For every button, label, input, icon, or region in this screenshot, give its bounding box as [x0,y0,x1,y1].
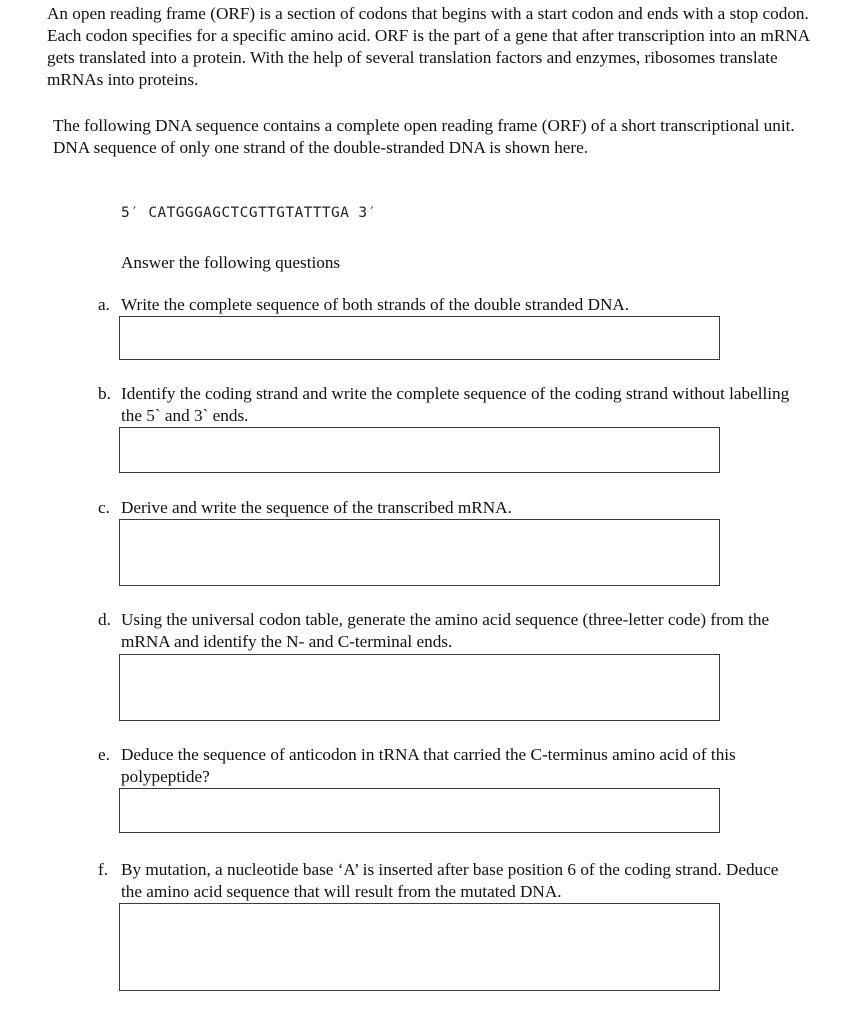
question-text: Deduce the sequence of anticodon in tRNA that carried the C-terminus amino acid of this polypeptide? [121,745,736,786]
question-text: Write the complete sequence of both strands of the double stranded DNA. [121,295,630,314]
question-b [98,383,798,427]
question-text: Using the universal codon table, generate the amino acid sequence (three-letter code) from the mRNA and identify the N- and C-terminal ends. [121,610,770,651]
question-c [98,497,798,519]
answer-box-f[interactable] [119,903,720,991]
instruction-text: Answer the following questions [121,253,341,272]
question-a [98,294,798,316]
question-f [98,859,798,903]
intro-paragraph: An open reading frame (ORF) is a section of codons that begins with a start codon and ends with a stop codon. Each codon specifies for a specific amino acid. ORF is the part of a gene that after transcription into an mRNA gets translated into a protein. With the help of several translation factors and enzymes, ribosomes translate mRNAs into proteins. [47,4,810,89]
answer-box-e[interactable] [119,788,720,833]
question-text: By mutation, a nucleotide base ‘A’ is inserted after base position 6 of the coding strand. Deduce the amino acid sequence that will result from the mutated DNA. [121,860,779,901]
answer-box-b[interactable] [119,427,720,473]
question-e [98,744,798,788]
question-text: Derive and write the sequence of the transcribed mRNA. [121,498,512,517]
question-d [98,609,798,653]
question-letter: a. [98,295,110,314]
question-letter: d. [98,610,111,629]
question-letter: e. [98,745,110,764]
question-text: Identify the coding strand and write the complete sequence of the coding strand without labelling the 5` and 3` ends. [121,384,790,425]
question-letter: f. [98,860,109,879]
question-letter: b. [98,384,111,403]
dna-sequence: 5′ CATGGGAGCTCGTTGTATTTGA 3′ [121,205,377,221]
question-letter: c. [98,498,110,517]
task-paragraph: The following DNA sequence contains a complete open reading frame (ORF) of a short transcriptional unit. DNA sequence of only one strand of the double-stranded DNA is shown here. [53,116,795,157]
answer-box-c[interactable] [119,519,720,586]
answer-box-a[interactable] [119,316,720,360]
answer-box-d[interactable] [119,654,720,721]
